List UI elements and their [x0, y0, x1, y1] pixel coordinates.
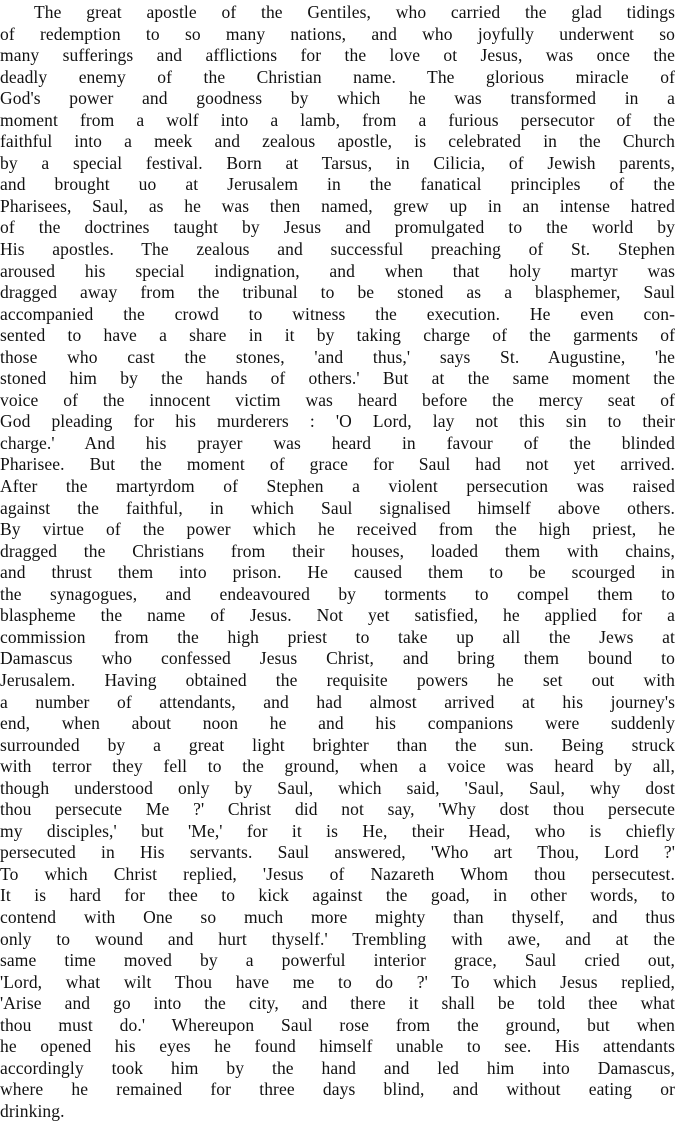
text-line: After the martyrdom of Stephen a violent persecution was raised: [0, 476, 675, 497]
text-line: where he remained for three days blind, and without eating or: [0, 1079, 675, 1100]
text-line: of the doctrines taught by Jesus and promulgated to the world by: [0, 217, 675, 238]
text-line: By virtue of the power which he received from the high priest, he: [0, 519, 675, 540]
text-line: only to wound and hurt thyself.' Trembling with awe, and at the: [0, 928, 675, 949]
text-line: To which Christ replied, 'Jesus of Nazareth Whom thou persecutest.: [0, 863, 675, 884]
text-line: sented to have a share in it by taking charge of the garments of: [0, 325, 675, 346]
text-line: commission from the high priest to take up all the Jews at: [0, 626, 675, 647]
text-line: The great apostle of the Gentiles, who carried the glad tidings: [34, 2, 675, 22]
text-line: His apostles. The zealous and successful preaching of St. Stephen: [0, 239, 675, 260]
text-line: persecuted in His servants. Saul answered, 'Who art Thou, Lord ?': [0, 842, 675, 863]
text-line: Damascus who confessed Jesus Christ, and bring them bound to: [0, 648, 675, 669]
text-line: contend with One so much more mighty than thyself, and thus: [0, 906, 675, 927]
text-line: he opened his eyes he found himself unable to see. His attendants: [0, 1036, 675, 1057]
text-line: voice of the innocent victim was heard before the mercy seat of: [0, 389, 675, 410]
text-line: 'Lord, what wilt Thou have me to do ?' To which Jesus replied,: [0, 971, 675, 992]
text-line: Pharisee. But the moment of grace for Saul had not yet arrived.: [0, 454, 675, 475]
text-line: 'Arise and go into the city, and there it shall be told thee what: [0, 993, 675, 1014]
text-line: God pleading for his murderers : 'O Lord, lay not this sin to their: [0, 411, 675, 432]
text-line: charge.' And his prayer was heard in favour of the blinded: [0, 432, 675, 453]
text-line: my disciples,' but 'Me,' for it is He, their Head, who is chiefly: [0, 820, 675, 841]
text-line: though understood only by Saul, which said, 'Saul, Saul, why dost: [0, 777, 675, 798]
text-line: those who cast the stones, 'and thus,' says St. Augustine, 'he: [0, 346, 675, 367]
text-line: same time moved by a powerful interior grace, Saul cried out,: [0, 950, 675, 971]
text-line: dragged the Christians from their houses, loaded them with chains,: [0, 540, 675, 561]
text-line: the synagogues, and endeavoured by torments to compel them to: [0, 583, 675, 604]
text-line: thou persecute Me ?' Christ did not say, 'Why dost thou persecute: [0, 799, 675, 820]
text-line: thou must do.' Whereupon Saul rose from the ground, but when: [0, 1014, 675, 1035]
text-line: Pharisees, Saul, as he was then named, grew up in an intense hatred: [0, 195, 675, 216]
text-line: surrounded by a great light brighter than the sun. Being struck: [0, 734, 675, 755]
text-line: faithful into a meek and zealous apostle, is celebrated in the Church: [0, 131, 675, 152]
text-line: a number of attendants, and had almost arrived at his journey's: [0, 691, 675, 712]
text-line: many sufferings and afflictions for the love ot Jesus, was once the: [0, 45, 675, 66]
text-line: with terror they fell to the ground, when a voice was heard by all,: [0, 756, 675, 777]
text-line: God's power and goodness by which he was transformed in a: [0, 88, 675, 109]
text-line: stoned him by the hands of others.' But at the same moment the: [0, 368, 675, 389]
text-line: and brought uo at Jerusalem in the fanatical principles of the: [0, 174, 675, 195]
text-line-final: drinking.: [0, 1100, 65, 1121]
text-line: aroused his special indignation, and when that holy martyr was: [0, 260, 675, 281]
text-line: end, when about noon he and his companions were suddenly: [0, 713, 675, 734]
article-text-column: [0, 2, 675, 1122]
text-line: by a special festival. Born at Tarsus, in Cilicia, of Jewish parents,: [0, 152, 675, 173]
text-line: Jerusalem. Having obtained the requisite powers he set out with: [0, 669, 675, 690]
text-line: deadly enemy of the Christian name. The glorious miracle of: [0, 66, 675, 87]
text-line: blaspheme the name of Jesus. Not yet satisfied, he applied for a: [0, 605, 675, 626]
text-line: and thrust them into prison. He caused them to be scourged in: [0, 562, 675, 583]
text-line: accordingly took him by the hand and led him into Damascus,: [0, 1057, 675, 1078]
text-line: It is hard for thee to kick against the goad, in other words, to: [0, 885, 675, 906]
text-line: accompanied the crowd to witness the execution. He even con-: [0, 303, 675, 324]
text-line: against the faithful, in which Saul signalised himself above others.: [0, 497, 675, 518]
text-line: dragged away from the tribunal to be stoned as a blasphemer, Saul: [0, 282, 675, 303]
text-line: moment from a wolf into a lamb, from a furious persecutor of the: [0, 109, 675, 130]
text-line: of redemption to so many nations, and who joyfully underwent so: [0, 23, 675, 44]
